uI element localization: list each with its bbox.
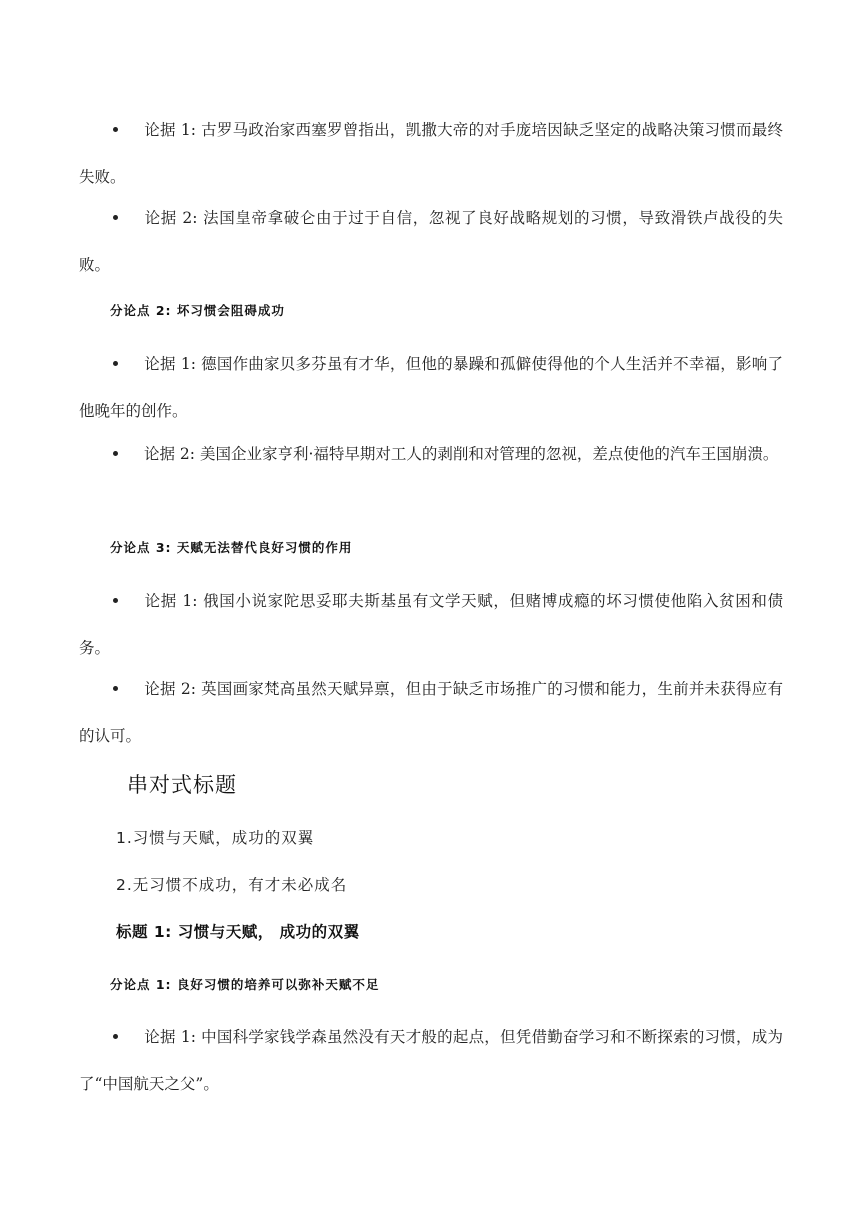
argument-text: 中国科学家钱学森虽然没有天才般的起点，但凭借勤奋学习和不断探索的习惯，成为了“中国航天之父”。 [79, 1028, 783, 1093]
argument-label: 论据 1: [144, 592, 204, 610]
argument-label: 论据 1: [144, 355, 202, 373]
section-title: 串对式标题 [127, 773, 237, 797]
bullet-icon [79, 107, 144, 154]
bullet-icon [79, 341, 144, 388]
bullet-icon [79, 195, 144, 242]
argument-label: 论据 1: [144, 121, 202, 139]
argument-label: 论据 1: [144, 1028, 202, 1046]
argument-text: 德国作曲家贝多芬虽有才华，但他的暴躁和孤僻使得他的个人生活并不幸福，影响了他晚年的创作。 [79, 355, 783, 420]
argument-label: 论据 2: [144, 209, 204, 227]
bullet-icon [79, 578, 144, 625]
sub-point-heading: 分论点 2: 坏习惯会阻碍成功 [110, 303, 285, 318]
title-heading: 标题 1: 习惯与天赋， 成功的双翼 [116, 923, 360, 941]
argument-text: 法国皇帝拿破仑由于过于自信，忽视了良好战略规划的习惯，导致滑铁卢战役的失败。 [79, 209, 783, 274]
argument-paragraph [79, 341, 783, 435]
argument-paragraph [79, 195, 783, 289]
argument-paragraph [79, 107, 783, 201]
bullet-icon [79, 666, 144, 713]
numbered-title-item: 2.无习惯不成功，有才未必成名 [116, 876, 348, 894]
argument-label: 论据 2: [144, 680, 202, 698]
argument-text: 美国企业家亨利·福特早期对工人的剥削和对管理的忽视，差点使他的汽车王国崩溃。 [199, 445, 779, 463]
argument-text: 俄国小说家陀思妥耶夫斯基虽有文学天赋，但赌博成瘾的坏习惯使他陷入贫困和债务。 [79, 592, 783, 657]
bullet-icon [79, 431, 144, 478]
numbered-title-item: 1.习惯与天赋，成功的双翼 [116, 829, 315, 847]
sub-point-heading: 分论点 3: 天赋无法替代良好习惯的作用 [110, 540, 353, 555]
sub-point-heading: 分论点 1: 良好习惯的培养可以弥补天赋不足 [110, 977, 380, 992]
argument-paragraph [79, 431, 783, 478]
argument-label: 论据 2: [144, 445, 200, 463]
argument-paragraph [79, 1014, 783, 1108]
argument-text: 古罗马政治家西塞罗曾指出，凯撒大帝的对手庞培因缺乏坚定的战略决策习惯而最终失败。 [79, 121, 783, 186]
bullet-icon [79, 1014, 144, 1061]
argument-paragraph [79, 666, 783, 760]
argument-text: 英国画家梵高虽然天赋异禀，但由于缺乏市场推广的习惯和能力，生前并未获得应有的认可。 [79, 680, 783, 745]
argument-paragraph [79, 578, 783, 672]
